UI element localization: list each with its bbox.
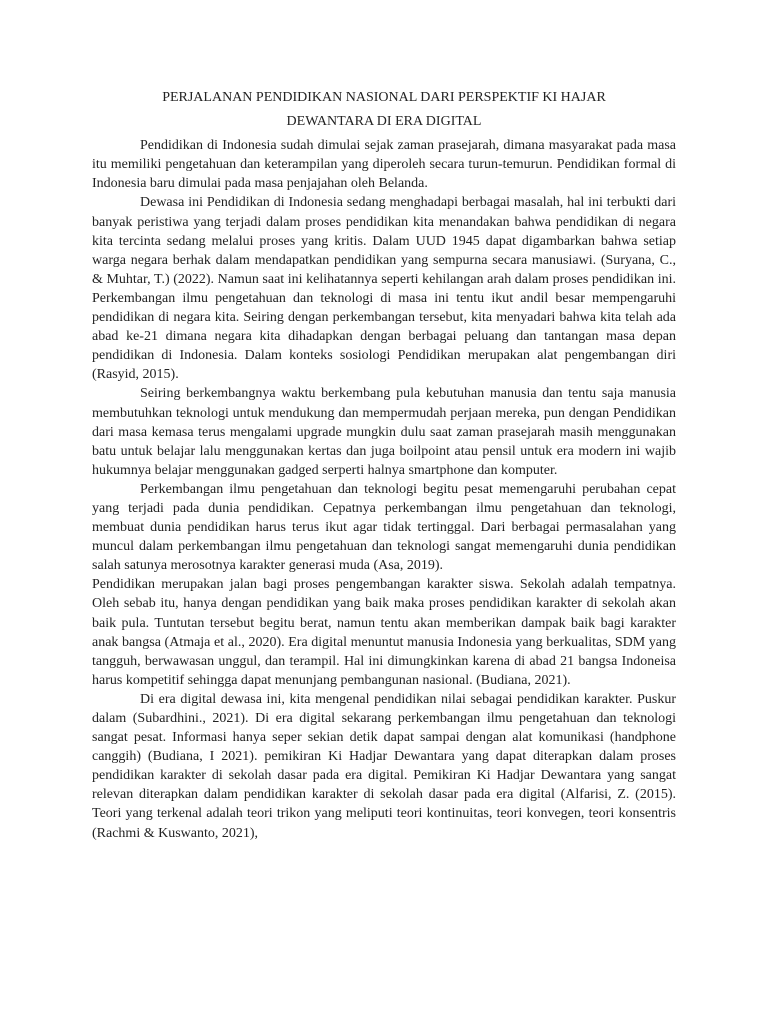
paragraph-2: Dewasa ini Pendidikan di Indonesia sedang menghadapi berbagai masalah, hal ini terbukti dari banyak peristiwa yang terjadi dalam proses pendidikan kita menandakan bahwa pendidikan di negara kita tercinta sedang melalui proses yang kritis. Dalam UUD 1945 dapat digambarkan bahwa setiap warga negara berhak dalam mendapatkan pendidikan yang sempurna secara manusiawi. (Suryana, C., & Muhtar, T.) (2022). Namun saat ini kelihatannya seperti kehilangan arah dalam proses pendidikan ini. Perkembangan ilmu pengetahuan dan teknologi di masa ini tentu ikut andil besar mempengaruhi pendidikan di negara kita. Seiring dengan perkembangan tersebut, kita menyadari bahwa kita telah ada abad ke-21 dimana negara kita dihadapkan dengan berbagai peluang dan tantangan masa depan pendidikan di Indonesia. Dalam konteks sosiologi Pendidikan merupakan alat pengembangan diri (Rasyid, 2015). xyxy=(92,195,676,383)
paragraph-5: Pendidikan merupakan jalan bagi proses pengembangan karakter siswa. Sekolah adalah tempatnya. Oleh sebab itu, hanya dengan pendidikan yang baik maka proses pendidikan karakter di sekolah akan baik pula. Tuntutan tersebut begitu berat, namun tentu akan memberikan dampak baik bagi karakter anak bangsa (Atmaja et al., 2020). Era digital menuntut manusia Indonesia yang berkualitas, SDM yang tangguh, berwawasan unggul, dan terampil. Hal ini dimungkinkan karena di abad 21 bangsa Indoneisa harus kompetitif sehingga dapat menunjang pembangunan nasional. (Budiana, 2021). xyxy=(92,577,676,688)
document-title xyxy=(92,88,676,131)
paragraph-3: Seiring berkembangnya waktu berkembang pula kebutuhan manusia dan tentu saja manusia membutuhkan teknologi untuk mendukung dan mempermudah perjaan mereka, pun dengan Pendidikan dari masa kemasa terus mengalami upgrade mungkin dulu saat zaman prasejarah masih menggunakan batu untuk belajar lalu menggunakan kertas dan juga boilpoint atau pensil untuk era modern ini wajib hukumnya belajar menggunakan gadged serperti halnya smartphone dan komputer. xyxy=(92,386,676,478)
document-body xyxy=(92,88,676,843)
paragraph-6: Di era digital dewasa ini, kita mengenal pendidikan nilai sebagai pendidikan karakter. Puskur dalam (Subardhini., 2021). Di era digital sekarang perkembangan ilmu pengetahuan dan teknologi sangat pesat. Informasi hanya seper sekian detik dapat sampai dengan alat komunikasi (handphone canggih) (Budiana, I 2021). pemikiran Ki Hadjar Dewantara yang dapat diterapkan dalam proses pendidikan karakter di sekolah dasar pada era digital. Pemikiran Ki Hadjar Dewantara yang sangat relevan diterapkan dalam pendidikan karakter di sekolah dasar pada era digital (Alfarisi, Z. (2015). Teori yang terkenal adalah teori trikon yang meliputi teori kontinuitas, teori konvegen, teori konsentris (Rachmi & Kuswanto, 2021), xyxy=(92,691,676,841)
paragraph-4: Perkembangan ilmu pengetahuan dan teknologi begitu pesat memengaruhi perubahan cepat yang terjadi pada dunia pendidikan. Cepatnya perkembangan ilmu pengetahuan dan teknologi, membuat dunia pendidikan harus terus ikut agar tidak tertinggal. Dari berbagai permasalahan yang muncul dalam perkembangan ilmu pengetahuan dan teknologi sangat memengaruhi dunia pendidikan salah satunya merosotnya karakter generasi muda (Asa, 2019). xyxy=(92,481,676,574)
paragraph-1: Pendidikan di Indonesia sudah dimulai sejak zaman prasejarah, dimana masyarakat pada masa itu memiliki pengetahuan dan keterampilan yang diperoleh secara turun-temurun. Pendidikan formal di Indonesia baru dimulai pada masa penjajahan oleh Belanda. xyxy=(92,138,676,192)
title-line-1: PERJALANAN PENDIDIKAN NASIONAL DARI PERSPEKTIF KI HAJAR xyxy=(162,90,606,105)
title-line-2: DEWANTARA DI ERA DIGITAL xyxy=(286,114,482,130)
